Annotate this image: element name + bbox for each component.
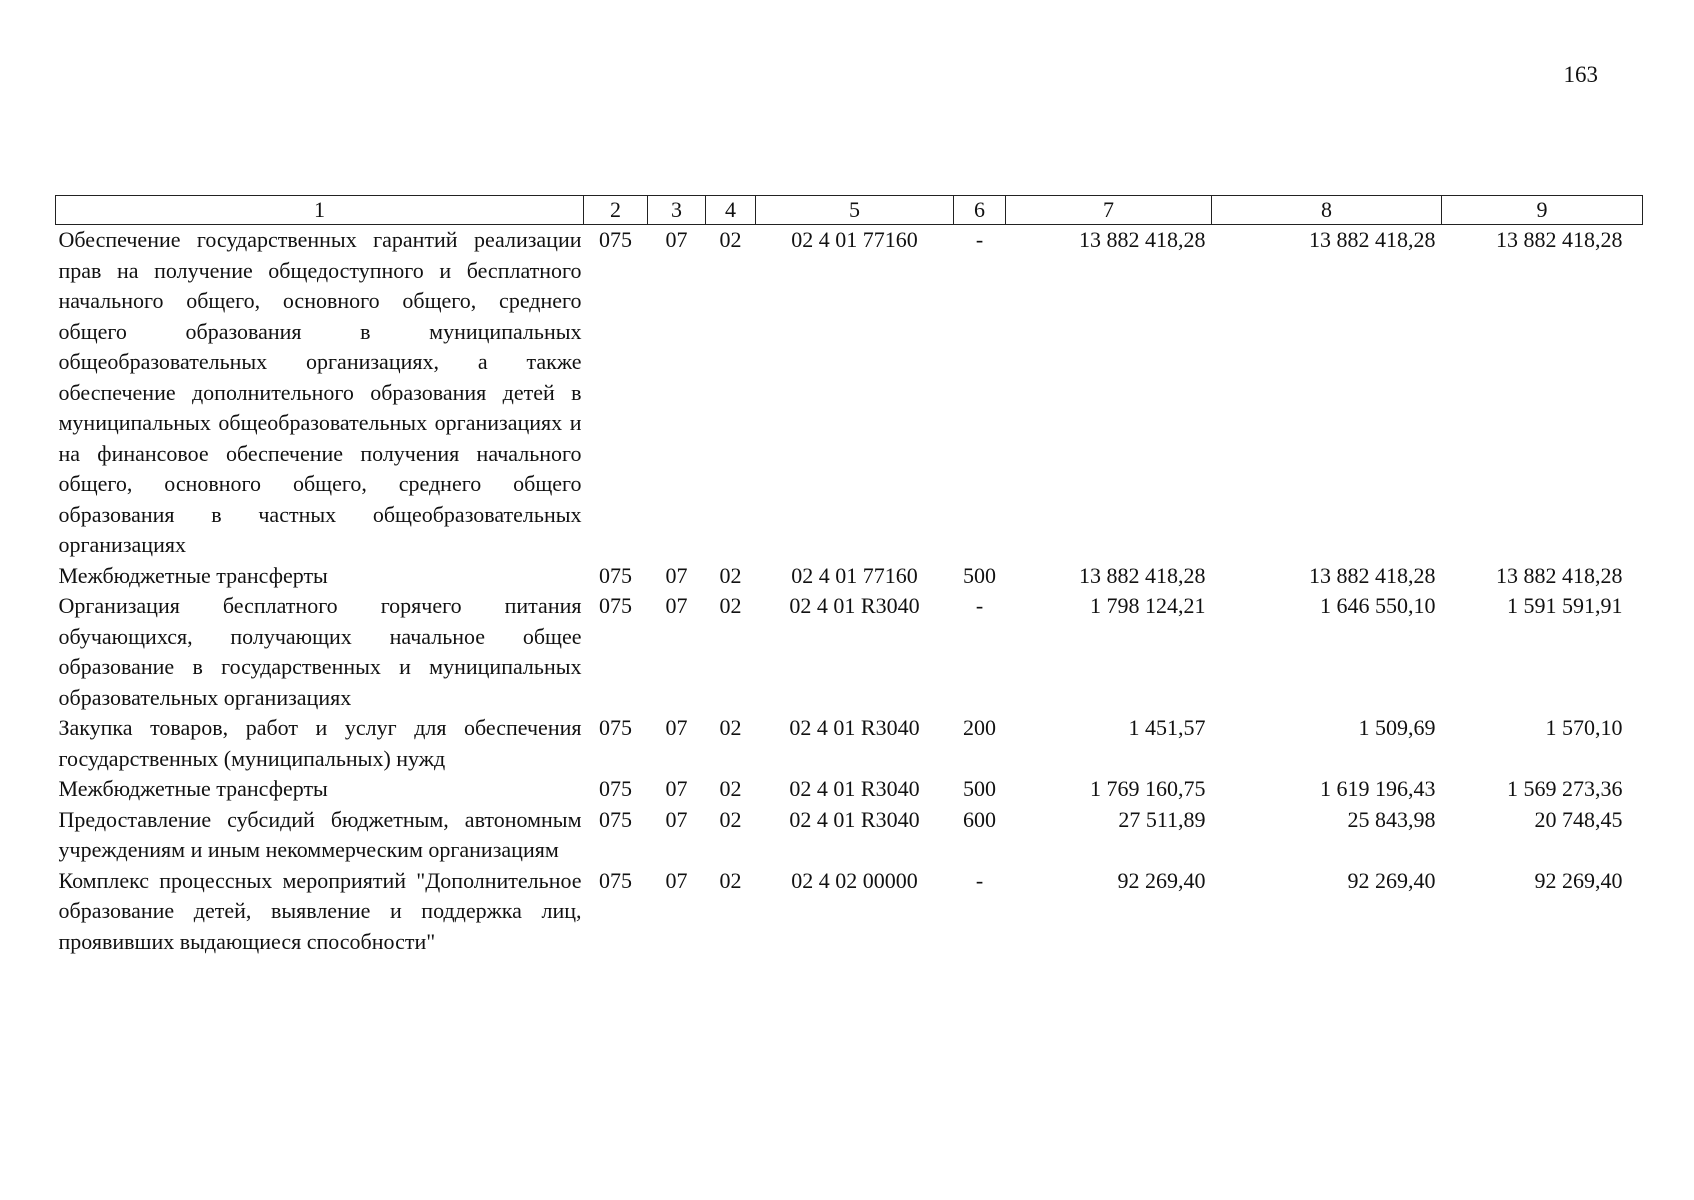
header-col-9: 9 [1442, 196, 1643, 225]
row-target-article: 02 4 02 00000 [791, 867, 918, 893]
row-name: Комплекс процессных мероприятий "Дополнительное образование детей, выявление и поддержка лиц, проявивших выдающиеся способности" [58, 867, 582, 954]
table-row [56, 713, 1643, 774]
row-subsection: 02 [719, 715, 742, 740]
table-row [56, 805, 1643, 866]
header-col-3: 3 [648, 196, 706, 225]
row-amount-col8: 92 269,40 [1347, 867, 1436, 893]
row-name: Организация бесплатного горячего питания обучающихся, получающих начальное общее образование в государственных и муниципальных образовательных организациях [58, 593, 582, 710]
row-section: 07 [665, 776, 688, 801]
header-col-5: 5 [756, 196, 954, 225]
row-amount-col9: 1 569 273,36 [1507, 776, 1623, 801]
row-expense-type: 600 [963, 806, 996, 832]
row-amount-col9: 1 570,10 [1545, 715, 1623, 740]
row-amount-col8: 13 882 418,28 [1309, 227, 1436, 252]
row-name: Предоставление субсидий бюджетным, автономным учреждениям и иным некоммерческим организациям [58, 806, 582, 862]
row-section: 07 [665, 806, 688, 832]
header-col-7: 7 [1006, 196, 1212, 225]
row-amount-col7: 1 451,57 [1128, 715, 1206, 740]
table-row [56, 774, 1643, 805]
row-subsection: 02 [719, 806, 742, 832]
row-amount-col7: 92 269,40 [1117, 867, 1206, 893]
table-row [56, 866, 1643, 958]
row-amount-col7: 1 798 124,21 [1090, 593, 1206, 618]
row-amount-col9: 20 748,45 [1534, 806, 1623, 832]
row-amount-col9: 92 269,40 [1534, 867, 1623, 893]
row-amount-col8: 1 509,69 [1358, 715, 1436, 740]
row-section: 07 [665, 593, 688, 618]
budget-table [55, 195, 1643, 957]
row-ministry-code: 075 [599, 593, 632, 618]
row-name: Межбюджетные трансферты [58, 562, 328, 588]
row-amount-col8: 13 882 418,28 [1309, 562, 1436, 588]
header-col-6: 6 [954, 196, 1006, 225]
row-section: 07 [665, 562, 688, 588]
row-expense-type: 500 [963, 776, 996, 801]
header-col-1: 1 [56, 196, 584, 225]
row-target-article: 02 4 01 77160 [791, 562, 918, 588]
row-amount-col9: 1 591 591,91 [1507, 593, 1623, 618]
row-amount-col7: 27 511,89 [1118, 806, 1206, 832]
row-target-article: 02 4 01 R3040 [789, 593, 920, 618]
row-amount-col8: 1 619 196,43 [1320, 776, 1436, 801]
row-target-article: 02 4 01 77160 [791, 227, 918, 252]
table-row [56, 225, 1643, 561]
row-subsection: 02 [719, 562, 742, 588]
row-name: Закупка товаров, работ и услуг для обеспечения государственных (муниципальных) нужд [58, 715, 582, 771]
row-name: Межбюджетные трансферты [58, 776, 328, 801]
row-amount-col8: 1 646 550,10 [1320, 593, 1436, 618]
row-expense-type: 200 [963, 715, 996, 740]
row-amount-col7: 1 769 160,75 [1090, 776, 1206, 801]
table-row [56, 591, 1643, 713]
row-ministry-code: 075 [599, 227, 632, 252]
row-subsection: 02 [719, 593, 742, 618]
row-expense-type: - [975, 867, 984, 893]
row-expense-type: - [975, 227, 984, 252]
row-expense-type: 500 [963, 562, 996, 588]
row-expense-type: - [975, 593, 984, 618]
header-col-2: 2 [584, 196, 648, 225]
row-subsection: 02 [719, 227, 742, 252]
row-ministry-code: 075 [599, 562, 632, 588]
row-name: Обеспечение государственных гарантий реализации прав на получение общедоступного и бесплатного начального общего, основного общего, среднего общего образования в муниципальных общеобразовательных организациях, а также обеспечение дополнительного образования детей в муниципальных общеобразовательных организациях и на финансовое обеспечение получения начального общего, основного общего, среднего общего образования в частных общеобразовательных организациях [58, 227, 582, 557]
row-section: 07 [665, 227, 688, 252]
row-target-article: 02 4 01 R3040 [789, 806, 920, 832]
row-amount-col8: 25 843,98 [1347, 806, 1436, 832]
row-amount-col7: 13 882 418,28 [1079, 227, 1206, 252]
table-row [56, 561, 1643, 592]
row-subsection: 02 [719, 776, 742, 801]
row-amount-col9: 13 882 418,28 [1496, 562, 1623, 588]
row-target-article: 02 4 01 R3040 [789, 715, 920, 740]
row-ministry-code: 075 [599, 806, 632, 832]
header-col-4: 4 [706, 196, 756, 225]
row-target-article: 02 4 01 R3040 [789, 776, 920, 801]
header-col-8: 8 [1212, 196, 1442, 225]
row-ministry-code: 075 [599, 715, 632, 740]
row-ministry-code: 075 [599, 776, 632, 801]
table-header [56, 196, 1643, 225]
row-amount-col7: 13 882 418,28 [1079, 562, 1206, 588]
page-number: 163 [1563, 62, 1598, 87]
row-section: 07 [665, 867, 688, 893]
row-section: 07 [665, 715, 688, 740]
row-ministry-code: 075 [599, 867, 632, 893]
row-amount-col9: 13 882 418,28 [1496, 227, 1623, 252]
row-subsection: 02 [719, 867, 742, 893]
